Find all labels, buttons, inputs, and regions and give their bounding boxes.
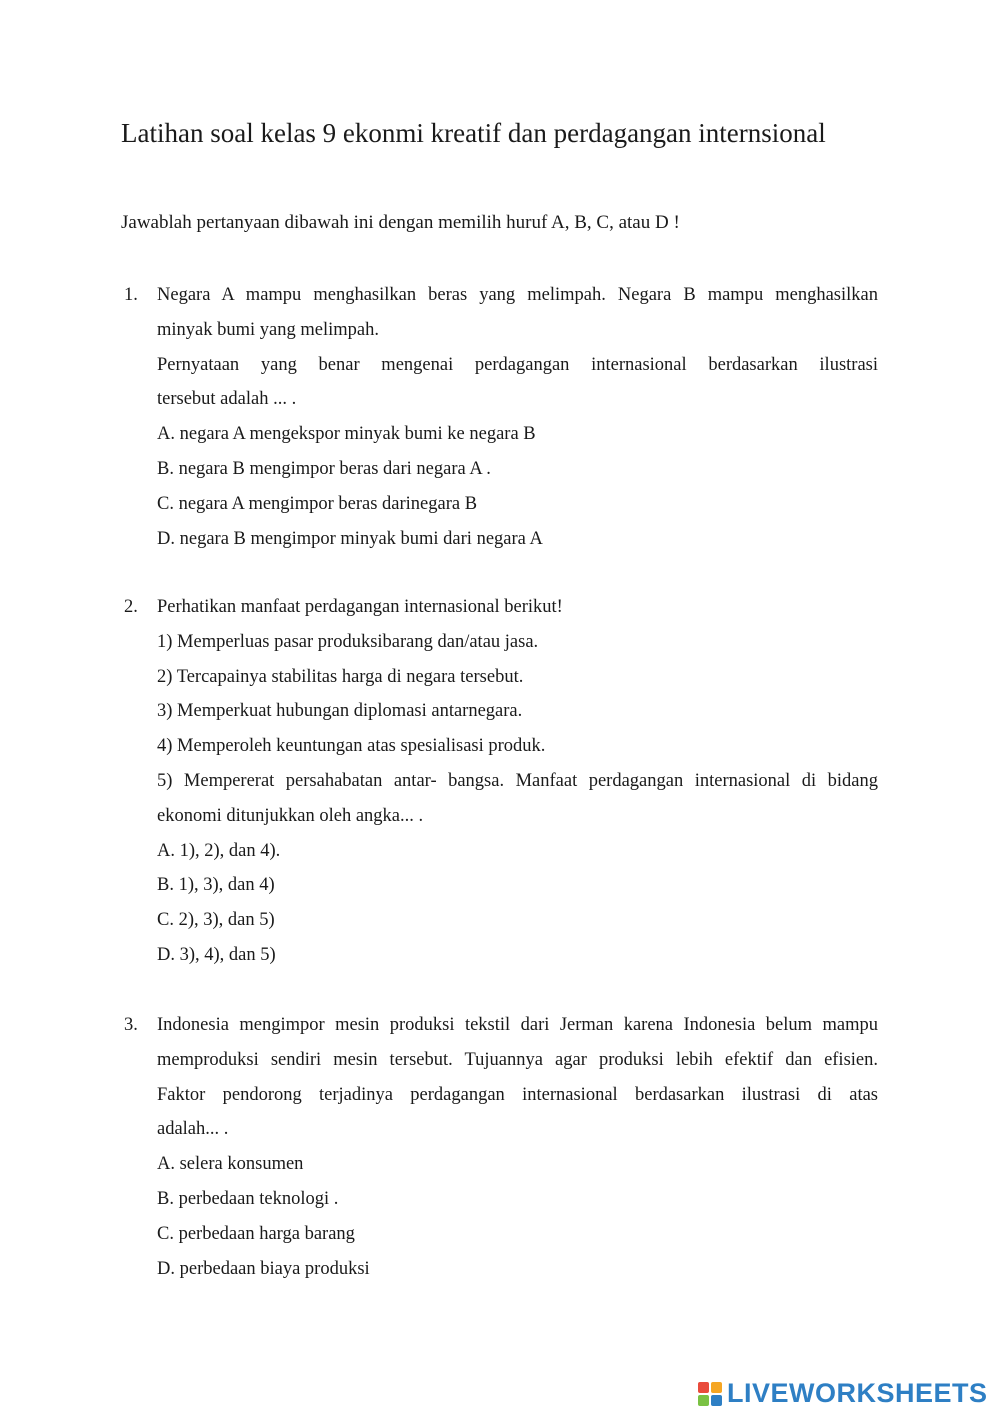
benefit-item: 1) Memperluas pasar produksibarang dan/atau jasa. (157, 631, 539, 652)
question-3 (124, 1008, 878, 1286)
question-stem-line: Pernyataan yang benar mengenai perdagangan internasional berdasarkan ilustrasi (157, 354, 878, 375)
question-stem-line: Indonesia mengimpor mesin produksi tekstil dari Jerman karena Indonesia belum mampu (157, 1015, 878, 1035)
question-stem-line: tersebut adalah ... . (157, 389, 297, 410)
liveworksheets-watermark[interactable] (697, 1378, 988, 1409)
watermark-text: LIVEWORKSHEETS (727, 1378, 988, 1408)
answer-option-d[interactable]: D. perbedaan biaya produksi (157, 1258, 370, 1279)
benefit-item: 5) Mempererat persahabatan antar- bangsa. Manfaat perdagangan internasional di bidang (157, 770, 878, 791)
answer-option-d[interactable]: D. 3), 4), dan 5) (157, 944, 276, 965)
answer-option-d[interactable]: D. negara B mengimpor minyak bumi dari negara A (157, 528, 543, 549)
question-stem-line: Perhatikan manfaat perdagangan internasional berikut! (157, 597, 563, 617)
question-2 (124, 590, 878, 973)
liveworksheets-logo-icon (697, 1381, 723, 1407)
answer-option-c[interactable]: C. perbedaan harga barang (157, 1223, 355, 1244)
benefit-item: 3) Memperkuat hubungan diplomasi antarnegara. (157, 701, 523, 722)
answer-option-a[interactable]: A. negara A mengekspor minyak bumi ke negara B (157, 424, 536, 445)
answer-option-a[interactable]: A. 1), 2), dan 4). (157, 840, 281, 861)
question-number: 1. (124, 285, 138, 305)
question-stem-line: Faktor pendorong terjadinya perdagangan internasional berdasarkan ilustrasi di atas (157, 1084, 878, 1105)
benefit-item: 2) Tercapainya stabilitas harga di negara tersebut. (157, 666, 524, 687)
question-number: 2. (124, 597, 138, 617)
answer-option-b[interactable]: B. negara B mengimpor beras dari negara A . (157, 458, 491, 479)
question-1 (124, 278, 878, 556)
question-stem-line: Negara A mampu menghasilkan beras yang melimpah. Negara B mampu menghasilkan (157, 285, 878, 305)
answer-option-c[interactable]: C. negara A mengimpor beras darinegara B (157, 493, 478, 514)
question-number: 3. (124, 1015, 138, 1035)
page-title: Latihan soal kelas 9 ekonmi kreatif dan perdagangan internsional (121, 118, 826, 148)
answer-option-b[interactable]: B. 1), 3), dan 4) (157, 875, 275, 896)
answer-option-a[interactable]: A. selera konsumen (157, 1154, 304, 1175)
instruction-text: Jawablah pertanyaan dibawah ini dengan memilih huruf A, B, C, atau D ! (121, 212, 680, 233)
answer-option-b[interactable]: B. perbedaan teknologi . (157, 1188, 339, 1209)
question-stem-line: minyak bumi yang melimpah. (157, 319, 379, 340)
benefit-item: 4) Memperoleh keuntungan atas spesialisasi produk. (157, 736, 546, 757)
question-stem-line: ekonomi ditunjukkan oleh angka... . (157, 805, 424, 826)
answer-option-c[interactable]: C. 2), 3), dan 5) (157, 910, 275, 931)
question-stem-line: memproduksi sendiri mesin tersebut. Tujuannya agar produksi lebih efektif dan efisien. (157, 1049, 878, 1070)
question-stem-line: adalah... . (157, 1119, 229, 1140)
